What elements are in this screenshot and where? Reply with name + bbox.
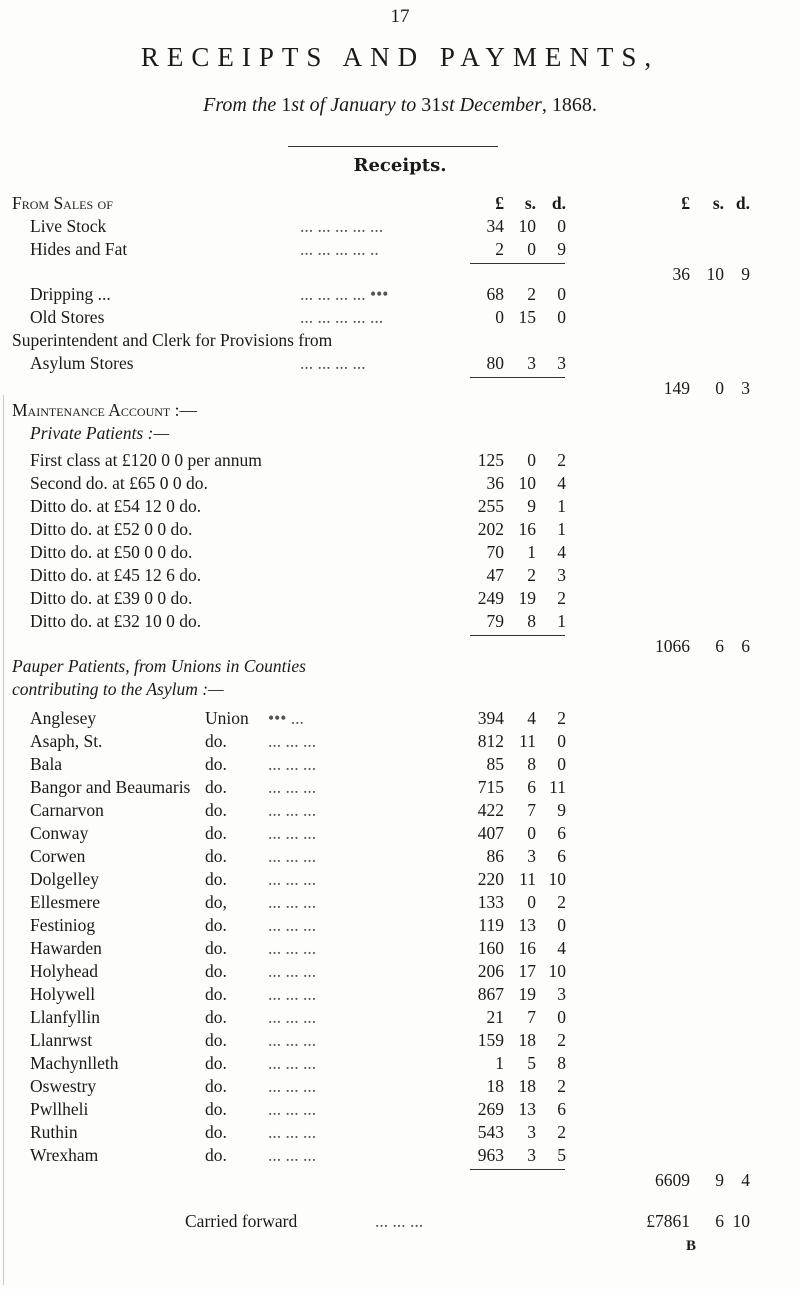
ledger-row xyxy=(0,984,800,1008)
shillings-cell: 0 xyxy=(527,239,536,259)
leader-dots: ... ... ... ... ... xyxy=(300,307,384,327)
pence-cell: 0 xyxy=(557,1007,566,1027)
row-label: Dolgelley xyxy=(30,869,100,889)
row-label: Llanrwst xyxy=(30,1030,93,1050)
union-designation: do. xyxy=(205,731,227,751)
union-designation: do. xyxy=(205,800,227,820)
leader-dots: ... ... ... xyxy=(268,731,317,751)
shillings-cell: 13 xyxy=(518,1099,536,1119)
total-shillings-cell: 6 xyxy=(715,636,724,656)
pence-cell: 1 xyxy=(557,496,566,516)
pounds-cell: 2 xyxy=(495,239,504,259)
pounds-cell: 206 xyxy=(477,961,504,981)
total-pence-cell: 4 xyxy=(741,1170,750,1190)
leader-dots: ... ... ... ... ••• xyxy=(300,284,389,304)
row-label: Corwen xyxy=(30,846,86,866)
ledger-row xyxy=(0,892,800,916)
pence-cell: 2 xyxy=(557,1122,566,1142)
pounds-cell: 1 xyxy=(495,1053,504,1073)
leader-dots: ... ... ... xyxy=(268,823,317,843)
row-label: contributing to the Asylum :— xyxy=(12,679,224,699)
pence-cell: 10 xyxy=(548,961,566,981)
row-label: Carried forward xyxy=(185,1211,298,1231)
union-designation: do. xyxy=(205,1076,227,1096)
ledger-row xyxy=(0,307,800,331)
row-label: Second do. at £65 0 0 do. xyxy=(30,473,208,493)
pounds-cell: 80 xyxy=(486,353,504,373)
ledger-row xyxy=(0,450,800,474)
pence-cell: 4 xyxy=(557,473,566,493)
ledger-row xyxy=(0,823,800,847)
pence-cell: 8 xyxy=(557,1053,566,1073)
union-designation: do. xyxy=(205,777,227,797)
ledger-row xyxy=(0,330,800,354)
leader-dots: ... ... ... ... xyxy=(300,353,366,373)
ledger-row xyxy=(0,1122,800,1146)
row-label: Live Stock xyxy=(30,216,107,236)
ledger-row xyxy=(0,496,800,520)
ledger-row xyxy=(0,542,800,566)
shillings-cell: s. xyxy=(524,193,536,213)
ledger-row xyxy=(0,656,800,680)
pence-cell: 10 xyxy=(548,869,566,889)
signature-mark: B xyxy=(686,1238,697,1254)
row-label: Ditto do. at £54 12 0 do. xyxy=(30,496,202,516)
shillings-cell: 7 xyxy=(527,1007,536,1027)
ledger-row xyxy=(0,565,800,589)
row-label: Holywell xyxy=(30,984,96,1004)
ledger-row xyxy=(0,869,800,893)
union-designation: do. xyxy=(205,823,227,843)
total-pence-cell: 3 xyxy=(741,378,750,398)
shillings-cell: 1 xyxy=(527,542,536,562)
pounds-cell: 119 xyxy=(478,915,504,935)
ledger-row xyxy=(0,193,800,217)
leader-dots: ... ... ... xyxy=(268,777,317,797)
ledger-row xyxy=(0,915,800,939)
ledger-row xyxy=(0,1145,800,1169)
ledger-row xyxy=(0,284,800,308)
pounds-cell: 68 xyxy=(486,284,504,304)
row-label: Maintenance Account :— xyxy=(12,400,198,420)
pounds-cell: 79 xyxy=(486,611,504,631)
title-rule xyxy=(288,146,498,147)
leader-dots: ••• ... xyxy=(268,708,304,728)
leader-dots: ... ... ... xyxy=(268,1145,317,1165)
pence-cell: 11 xyxy=(549,777,566,797)
total-pounds-cell: 6609 xyxy=(655,1170,690,1190)
pence-cell: 2 xyxy=(557,1076,566,1096)
union-designation: do, xyxy=(205,892,227,912)
leader-dots: ... ... ... xyxy=(268,1053,317,1073)
row-label: Asaph, St. xyxy=(30,731,103,751)
row-label: Private Patients :— xyxy=(30,423,170,443)
row-label: Ditto do. at £45 12 6 do. xyxy=(30,565,202,585)
shillings-cell: 10 xyxy=(518,473,536,493)
shillings-cell: 18 xyxy=(518,1076,536,1096)
pounds-cell: 812 xyxy=(477,731,504,751)
row-label: From Sales of xyxy=(12,193,113,213)
pence-cell: d. xyxy=(551,193,566,213)
pence-cell: 6 xyxy=(557,823,566,843)
ledger-row xyxy=(0,588,800,612)
pence-cell: 0 xyxy=(557,284,566,304)
pounds-cell: 255 xyxy=(477,496,504,516)
pounds-cell: 36 xyxy=(486,473,504,493)
row-label: Superintendent and Clerk for Provisions from xyxy=(12,330,333,350)
leader-dots: ... ... ... xyxy=(268,984,317,1004)
pounds-cell: 867 xyxy=(477,984,504,1004)
pounds-cell: 70 xyxy=(486,542,504,562)
row-label: Pwllheli xyxy=(30,1099,89,1119)
ledger-row xyxy=(0,938,800,962)
shillings-cell: 19 xyxy=(518,984,536,1004)
shillings-cell: 0 xyxy=(527,450,536,470)
pounds-cell: 220 xyxy=(477,869,504,889)
row-label: Wrexham xyxy=(30,1145,99,1165)
row-label: Holyhead xyxy=(30,961,99,981)
ledger-row xyxy=(0,1170,800,1194)
total-pence-cell: 6 xyxy=(741,636,750,656)
pence-cell: 0 xyxy=(557,731,566,751)
row-label: Ditto do. at £50 0 0 do. xyxy=(30,542,193,562)
row-label: Oswestry xyxy=(30,1076,97,1096)
pence-cell: 3 xyxy=(557,984,566,1004)
union-designation: do. xyxy=(205,1145,227,1165)
row-label: Festiniog xyxy=(30,915,96,935)
pounds-cell: 269 xyxy=(477,1099,504,1119)
pence-cell: 2 xyxy=(557,708,566,728)
row-label: First class at £120 0 0 per annum xyxy=(30,450,262,470)
pence-cell: 2 xyxy=(557,1030,566,1050)
shillings-cell: 7 xyxy=(527,800,536,820)
total-shillings-cell: 10 xyxy=(706,264,724,284)
date-range-subtitle: From the 1st of January to 31st December, 1868. xyxy=(203,94,597,116)
page-title: RECEIPTS AND PAYMENTS, xyxy=(140,42,660,72)
union-designation: do. xyxy=(205,846,227,866)
shillings-cell: 17 xyxy=(518,961,536,981)
ledger-row xyxy=(0,846,800,870)
leader-dots: ... ... ... xyxy=(268,1099,317,1119)
ledger-row xyxy=(0,1211,800,1235)
row-label: Carnarvon xyxy=(30,800,104,820)
total-shillings-cell: 9 xyxy=(715,1170,724,1190)
pence-cell: 1 xyxy=(557,519,566,539)
shillings-cell: 4 xyxy=(527,708,536,728)
pence-cell: 2 xyxy=(557,588,566,608)
shillings-cell: 18 xyxy=(518,1030,536,1050)
row-label: Asylum Stores xyxy=(30,353,134,373)
row-label: Bala xyxy=(30,754,63,774)
row-label: Llanfyllin xyxy=(30,1007,100,1027)
ledger-row xyxy=(0,1053,800,1077)
union-designation: do. xyxy=(205,754,227,774)
ledger-row xyxy=(0,961,800,985)
shillings-cell: 2 xyxy=(527,284,536,304)
union-designation: do. xyxy=(205,938,227,958)
leader-dots: ... ... ... xyxy=(268,1030,317,1050)
pence-cell: 5 xyxy=(557,1145,566,1165)
ledger-row xyxy=(0,473,800,497)
leader-dots: ... ... ... xyxy=(268,915,317,935)
total-pence-cell: 9 xyxy=(741,264,750,284)
total-pounds-cell: 149 xyxy=(663,378,690,398)
row-label: Hawarden xyxy=(30,938,102,958)
page-number: 17 xyxy=(390,6,410,27)
shillings-cell: 6 xyxy=(527,777,536,797)
pounds-cell: 715 xyxy=(477,777,504,797)
row-label: Ditto do. at £32 10 0 do. xyxy=(30,611,202,631)
row-label: Ellesmere xyxy=(30,892,100,912)
pence-cell: 4 xyxy=(557,542,566,562)
union-designation: do. xyxy=(205,915,227,935)
pounds-cell: 159 xyxy=(477,1030,504,1050)
pounds-cell: 85 xyxy=(486,754,504,774)
shillings-cell: 16 xyxy=(518,938,536,958)
row-label: Ruthin xyxy=(30,1122,78,1142)
pounds-cell: 133 xyxy=(477,892,504,912)
leader-dots: ... ... ... xyxy=(268,846,317,866)
ledger-row xyxy=(0,239,800,263)
ledger-row xyxy=(0,1076,800,1100)
pence-cell: 0 xyxy=(557,915,566,935)
leader-dots: ... ... ... ... ... xyxy=(300,216,384,236)
ledger-row xyxy=(0,1030,800,1054)
shillings-cell: 0 xyxy=(527,823,536,843)
shillings-cell: 11 xyxy=(519,869,536,889)
union-designation: do. xyxy=(205,869,227,889)
shillings-cell: 9 xyxy=(527,496,536,516)
ledger-row xyxy=(0,378,800,402)
pounds-cell: 18 xyxy=(486,1076,504,1096)
ledger-row xyxy=(0,777,800,801)
pence-cell: 3 xyxy=(557,353,566,373)
ledger-row xyxy=(0,679,800,703)
total-pence-cell: d. xyxy=(735,193,750,213)
total-shillings-cell: 6 xyxy=(715,1211,724,1231)
shillings-cell: 0 xyxy=(527,892,536,912)
pence-cell: 9 xyxy=(557,800,566,820)
pence-cell: 4 xyxy=(557,938,566,958)
row-label: Pauper Patients, from Unions in Counties xyxy=(12,656,306,676)
leader-dots: ... ... ... xyxy=(268,938,317,958)
pounds-cell: 86 xyxy=(486,846,504,866)
union-designation: do. xyxy=(205,1030,227,1050)
ledger-row xyxy=(0,519,800,543)
union-designation: do. xyxy=(205,984,227,1004)
row-label: Machynlleth xyxy=(30,1053,119,1073)
pounds-cell: 407 xyxy=(477,823,504,843)
ledger-row xyxy=(0,400,800,424)
leader-dots: ... ... ... ... .. xyxy=(300,239,379,259)
pence-cell: 3 xyxy=(557,565,566,585)
leader-dots: ... ... ... xyxy=(268,800,317,820)
pounds-cell: 47 xyxy=(486,565,504,585)
union-designation: do. xyxy=(205,961,227,981)
pounds-cell: 543 xyxy=(477,1122,504,1142)
leader-dots: ... ... ... xyxy=(268,754,317,774)
pounds-cell: 34 xyxy=(486,216,504,236)
union-designation: do. xyxy=(205,1053,227,1073)
total-pounds-cell: 1066 xyxy=(655,636,690,656)
row-label: Old Stores xyxy=(30,307,105,327)
union-designation: do. xyxy=(205,1122,227,1142)
shillings-cell: 8 xyxy=(527,754,536,774)
ledger-row xyxy=(0,1007,800,1031)
total-pounds-cell: 36 xyxy=(672,264,690,284)
shillings-cell: 8 xyxy=(527,611,536,631)
section-heading-receipts: Receipts. xyxy=(353,155,447,176)
pence-cell: 6 xyxy=(557,1099,566,1119)
row-label: Hides and Fat xyxy=(30,239,128,259)
ledger-row xyxy=(0,1099,800,1123)
pence-cell: 9 xyxy=(557,239,566,259)
leader-dots: ... ... ... xyxy=(268,892,317,912)
pounds-cell: 202 xyxy=(477,519,504,539)
leader-dots: ... ... ... xyxy=(375,1211,424,1231)
total-shillings-cell: 0 xyxy=(715,378,724,398)
shillings-cell: 3 xyxy=(527,846,536,866)
total-shillings-cell: s. xyxy=(712,193,724,213)
ledger-row xyxy=(0,731,800,755)
pence-cell: 0 xyxy=(557,754,566,774)
pounds-cell: 21 xyxy=(486,1007,504,1027)
row-label: Ditto do. at £39 0 0 do. xyxy=(30,588,193,608)
pounds-cell: 0 xyxy=(495,307,504,327)
row-label: Dripping ... xyxy=(30,284,111,304)
pounds-cell: £ xyxy=(495,193,504,213)
ledger-row xyxy=(0,800,800,824)
pence-cell: 2 xyxy=(557,892,566,912)
ledger-row xyxy=(0,216,800,240)
pence-cell: 2 xyxy=(557,450,566,470)
union-designation: Union xyxy=(205,708,249,728)
shillings-cell: 13 xyxy=(518,915,536,935)
shillings-cell: 3 xyxy=(527,353,536,373)
row-label: Conway xyxy=(30,823,89,843)
ledger-row xyxy=(0,708,800,732)
pounds-cell: 249 xyxy=(477,588,504,608)
ledger-row xyxy=(0,423,800,447)
total-pounds-cell: £ xyxy=(681,193,690,213)
shillings-cell: 16 xyxy=(518,519,536,539)
leader-dots: ... ... ... xyxy=(268,1076,317,1096)
pounds-cell: 422 xyxy=(477,800,504,820)
union-designation: do. xyxy=(205,1007,227,1027)
pence-cell: 6 xyxy=(557,846,566,866)
shillings-cell: 19 xyxy=(518,588,536,608)
leader-dots: ... ... ... xyxy=(268,1007,317,1027)
row-label: Bangor and Beaumaris xyxy=(30,777,191,797)
ledger-row xyxy=(0,611,800,635)
row-label: Anglesey xyxy=(30,708,97,728)
ledger-row xyxy=(0,353,800,377)
shillings-cell: 3 xyxy=(527,1145,536,1165)
total-pounds-cell: £7861 xyxy=(646,1211,690,1231)
shillings-cell: 5 xyxy=(527,1053,536,1073)
pence-cell: 0 xyxy=(557,307,566,327)
pounds-cell: 125 xyxy=(477,450,504,470)
pounds-cell: 963 xyxy=(477,1145,504,1165)
shillings-cell: 2 xyxy=(527,565,536,585)
shillings-cell: 11 xyxy=(519,731,536,751)
total-pence-cell: 10 xyxy=(732,1211,750,1231)
pounds-cell: 394 xyxy=(477,708,504,728)
pence-cell: 1 xyxy=(557,611,566,631)
pounds-cell: 160 xyxy=(477,938,504,958)
row-label: Ditto do. at £52 0 0 do. xyxy=(30,519,193,539)
ledger-row xyxy=(0,754,800,778)
leader-dots: ... ... ... xyxy=(268,961,317,981)
shillings-cell: 15 xyxy=(518,307,536,327)
pence-cell: 0 xyxy=(557,216,566,236)
leader-dots: ... ... ... xyxy=(268,1122,317,1142)
leader-dots: ... ... ... xyxy=(268,869,317,889)
shillings-cell: 3 xyxy=(527,1122,536,1142)
union-designation: do. xyxy=(205,1099,227,1119)
shillings-cell: 10 xyxy=(518,216,536,236)
